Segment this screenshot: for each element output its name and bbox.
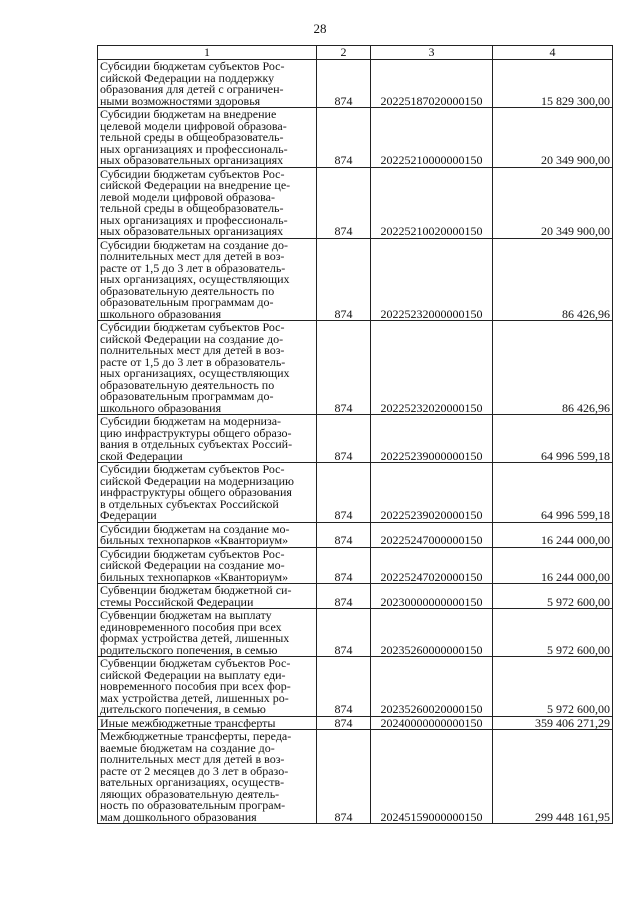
row-description: Субсидии бюджетам субъектов Рос- сийской Федерации на поддержку образования для детей с ограничен- ными возможностями здоровья [98, 60, 317, 108]
table-row [98, 547, 613, 584]
row-admin-code: 874 [317, 238, 371, 321]
row-description: Субсидии бюджетам субъектов Рос- сийской Федерации на внедрение це- левой модели цифровой образова- тельной среды в общеобразователь- ных организациях и профессиональ- ных образовательных организациях [98, 167, 317, 238]
row-budget-class-code: 20225210000000150 [371, 108, 493, 168]
table-row [98, 657, 613, 717]
row-amount: 5 972 600,00 [493, 584, 613, 609]
row-amount: 5 972 600,00 [493, 657, 613, 717]
column-header-2: 2 [317, 46, 371, 60]
row-admin-code: 874 [317, 321, 371, 415]
row-budget-class-code: 20225247000000150 [371, 522, 493, 547]
table-row [98, 321, 613, 415]
row-amount: 86 426,96 [493, 238, 613, 321]
table-row [98, 609, 613, 657]
row-description: Субсидии бюджетам субъектов Рос- сийской Федерации на создание мо- бильных технопарков «Кванториум» [98, 547, 317, 584]
budget-revenue-table [97, 45, 613, 824]
row-amount: 359 406 271,29 [493, 716, 613, 730]
page-number: 28 [313, 21, 327, 36]
row-description: Межбюджетные трансферты, переда- ваемые бюджетам на создание до- полнительных мест для детей в воз- расте от 2 месяцев до 3 лет в образо- вательных организациях, осуществ- ляющих образовательную деятель- ность по образовательным програм- мам дошкольного образования [98, 730, 317, 824]
row-amount: 16 244 000,00 [493, 547, 613, 584]
row-description: Субсидии бюджетам субъектов Рос- сийской Федерации на создание до- полнительных мест для детей в воз- расте от 1,5 до 3 лет в образователь- ных организациях, осуществляющих образовательную деятельность по образовательным программам до- школьного образования [98, 321, 317, 415]
row-budget-class-code: 20230000000000150 [371, 584, 493, 609]
row-budget-class-code: 20225247020000150 [371, 547, 493, 584]
row-budget-class-code: 20225232020000150 [371, 321, 493, 415]
table-row [98, 522, 613, 547]
row-budget-class-code: 20235260000000150 [371, 609, 493, 657]
row-admin-code: 874 [317, 609, 371, 657]
table-row [98, 167, 613, 238]
row-description: Субсидии бюджетам субъектов Рос- сийской Федерации на модернизацию инфраструктуры общего образования в отдельных субъектах Российской Федерации [98, 463, 317, 523]
row-admin-code: 874 [317, 108, 371, 168]
row-admin-code: 874 [317, 657, 371, 717]
table-row [98, 730, 613, 824]
row-admin-code: 874 [317, 60, 371, 108]
column-header-1: 1 [98, 46, 317, 60]
row-admin-code: 874 [317, 463, 371, 523]
row-budget-class-code: 20225239020000150 [371, 463, 493, 523]
column-header-4: 4 [493, 46, 613, 60]
table-row [98, 60, 613, 108]
row-budget-class-code: 20235260020000150 [371, 657, 493, 717]
row-amount: 86 426,96 [493, 321, 613, 415]
row-amount: 299 448 161,95 [493, 730, 613, 824]
row-description: Субсидии бюджетам на внедрение целевой модели цифровой образова- тельной среды в общеобразователь- ных организациях и профессиональ- ных образовательных организациях [98, 108, 317, 168]
table-row [98, 108, 613, 168]
table-row [98, 716, 613, 730]
row-admin-code: 874 [317, 584, 371, 609]
column-header-3: 3 [371, 46, 493, 60]
row-budget-class-code: 20240000000000150 [371, 716, 493, 730]
row-amount: 16 244 000,00 [493, 522, 613, 547]
row-admin-code: 874 [317, 415, 371, 463]
row-description: Субвенции бюджетам на выплату единовременного пособия при всех формах устройства детей, лишенных родительского попечения, в семью [98, 609, 317, 657]
table-row [98, 415, 613, 463]
row-description: Иные межбюджетные трансферты [98, 716, 317, 730]
row-budget-class-code: 20225187020000150 [371, 60, 493, 108]
table-row [98, 584, 613, 609]
row-description: Субсидии бюджетам на создание до- полнительных мест для детей в воз- расте от 1,5 до 3 лет в образователь- ных организациях, осуществляющих образовательную деятельность по образовательным программам до- школьного образования [98, 238, 317, 321]
row-admin-code: 874 [317, 547, 371, 584]
row-budget-class-code: 20225232000000150 [371, 238, 493, 321]
row-admin-code: 874 [317, 730, 371, 824]
table-row [98, 238, 613, 321]
row-admin-code: 874 [317, 716, 371, 730]
row-admin-code: 874 [317, 167, 371, 238]
table-header-row [98, 46, 613, 60]
table-row [98, 463, 613, 523]
row-amount: 20 349 900,00 [493, 167, 613, 238]
row-budget-class-code: 20225210020000150 [371, 167, 493, 238]
row-amount: 15 829 300,00 [493, 60, 613, 108]
row-budget-class-code: 20225239000000150 [371, 415, 493, 463]
row-admin-code: 874 [317, 522, 371, 547]
row-description: Субвенции бюджетам субъектов Рос- сийской Федерации на выплату еди- новременного пособия при всех фор- мах устройства детей, лишенных ро- дительского попечения, в семью [98, 657, 317, 717]
row-description: Субвенции бюджетам бюджетной си- стемы Российской Федерации [98, 584, 317, 609]
row-amount: 64 996 599,18 [493, 415, 613, 463]
row-description: Субсидии бюджетам на создание мо- бильных технопарков «Кванториум» [98, 522, 317, 547]
row-budget-class-code: 20245159000000150 [371, 730, 493, 824]
row-amount: 64 996 599,18 [493, 463, 613, 523]
row-amount: 20 349 900,00 [493, 108, 613, 168]
row-amount: 5 972 600,00 [493, 609, 613, 657]
row-description: Субсидии бюджетам на модерниза- цию инфраструктуры общего образо- вания в отдельных субъектах Россий- ской Федерации [98, 415, 317, 463]
